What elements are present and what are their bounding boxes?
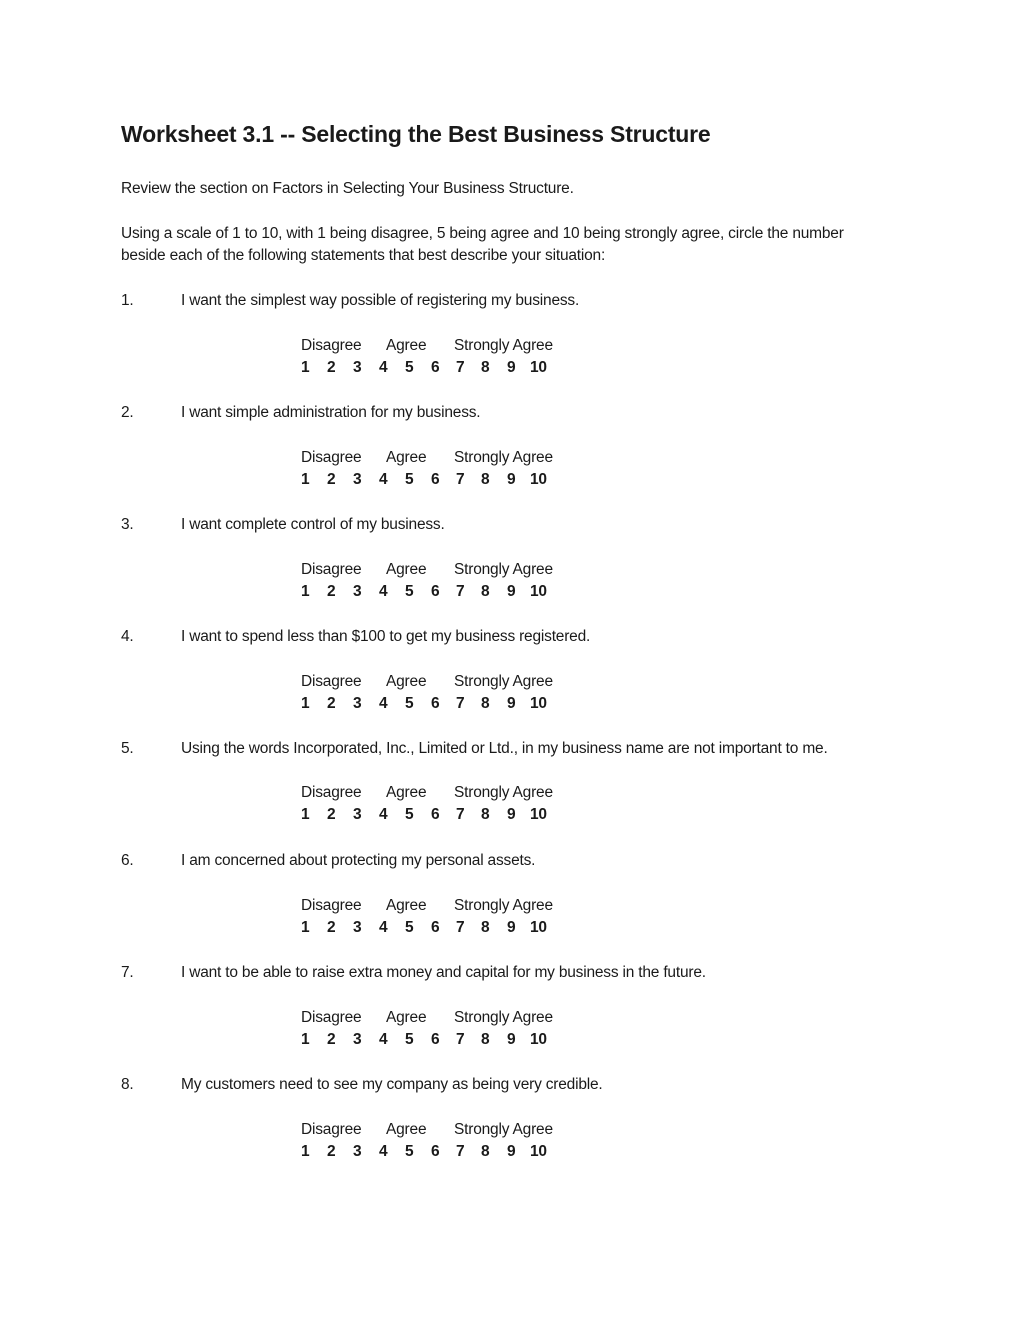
scale-label-agree: Agree [386,897,427,914]
rating-option-3[interactable]: 3 [353,806,362,823]
question-number: 6. [121,852,134,869]
question-text: I want the simplest way possible of registering my business. [181,292,580,309]
scale-label-disagree: Disagree [301,337,362,354]
rating-scale [301,671,601,715]
rating-option-1[interactable]: 1 [301,919,310,936]
rating-option-5[interactable]: 5 [405,919,414,936]
rating-option-1[interactable]: 1 [301,583,310,600]
rating-option-8[interactable]: 8 [481,471,490,488]
rating-scale [301,782,601,826]
scale-label-disagree: Disagree [301,673,362,690]
scale-label-disagree: Disagree [301,784,362,801]
rating-option-7[interactable]: 7 [456,806,465,823]
rating-option-6[interactable]: 6 [431,695,440,712]
rating-option-5[interactable]: 5 [405,806,414,823]
scale-label-agree: Agree [386,449,427,466]
rating-option-4[interactable]: 4 [379,806,388,823]
rating-option-10[interactable]: 10 [530,695,547,712]
rating-option-1[interactable]: 1 [301,806,310,823]
rating-option-7[interactable]: 7 [456,471,465,488]
scale-label-strongly-agree: Strongly Agree [454,784,553,801]
scale-labels [301,335,601,357]
rating-scale [301,335,601,379]
rating-option-7[interactable]: 7 [456,1031,465,1048]
scale-label-agree: Agree [386,561,427,578]
question-item [0,1074,1020,1186]
question-text: I want complete control of my business. [181,516,445,533]
instructions-text: Using a scale of 1 to 10, with 1 being disagree, 5 being agree and 10 being strongly agree, circle the number beside each of the following statements that best describe your situation: [121,225,844,264]
rating-option-8[interactable]: 8 [481,919,490,936]
rating-option-2[interactable]: 2 [327,695,336,712]
rating-option-4[interactable]: 4 [379,471,388,488]
rating-option-5[interactable]: 5 [405,471,414,488]
rating-option-6[interactable]: 6 [431,359,440,376]
scale-label-disagree: Disagree [301,561,362,578]
rating-option-2[interactable]: 2 [327,1031,336,1048]
question-item [0,626,1020,738]
rating-option-9[interactable]: 9 [507,695,516,712]
question-number: 8. [121,1076,134,1093]
rating-option-9[interactable]: 9 [507,583,516,600]
scale-labels [301,559,601,581]
rating-option-10[interactable]: 10 [530,583,547,600]
scale-numbers [301,357,601,379]
rating-option-3[interactable]: 3 [353,919,362,936]
rating-scale [301,447,601,491]
question-number: 3. [121,516,134,533]
rating-option-9[interactable]: 9 [507,1143,516,1160]
rating-option-4[interactable]: 4 [379,1031,388,1048]
question-item [0,962,1020,1074]
rating-option-4[interactable]: 4 [379,1143,388,1160]
scale-label-disagree: Disagree [301,449,362,466]
scale-label-strongly-agree: Strongly Agree [454,1009,553,1026]
rating-option-7[interactable]: 7 [456,359,465,376]
question-text: I want to be able to raise extra money and capital for my business in the future. [181,964,706,981]
rating-option-5[interactable]: 5 [405,1143,414,1160]
question-text: Using the words Incorporated, Inc., Limited or Ltd., in my business name are not important to me. [181,740,828,757]
rating-option-1[interactable]: 1 [301,1143,310,1160]
rating-option-9[interactable]: 9 [507,919,516,936]
rating-option-1[interactable]: 1 [301,1031,310,1048]
scale-labels [301,1119,601,1141]
rating-option-2[interactable]: 2 [327,919,336,936]
question-number: 7. [121,964,134,981]
rating-option-2[interactable]: 2 [327,359,336,376]
scale-label-agree: Agree [386,1009,427,1026]
rating-scale [301,895,601,939]
rating-option-10[interactable]: 10 [530,919,547,936]
rating-scale [301,559,601,603]
rating-option-9[interactable]: 9 [507,1031,516,1048]
scale-numbers [301,693,601,715]
rating-option-6[interactable]: 6 [431,1031,440,1048]
rating-option-2[interactable]: 2 [327,806,336,823]
rating-option-7[interactable]: 7 [456,583,465,600]
rating-option-4[interactable]: 4 [379,583,388,600]
rating-option-10[interactable]: 10 [530,359,547,376]
scale-label-disagree: Disagree [301,1121,362,1138]
rating-option-5[interactable]: 5 [405,359,414,376]
rating-option-10[interactable]: 10 [530,1031,547,1048]
rating-option-1[interactable]: 1 [301,359,310,376]
question-number: 1. [121,292,134,309]
rating-option-6[interactable]: 6 [431,1143,440,1160]
rating-option-8[interactable]: 8 [481,583,490,600]
rating-option-3[interactable]: 3 [353,1031,362,1048]
rating-option-1[interactable]: 1 [301,471,310,488]
rating-option-9[interactable]: 9 [507,806,516,823]
rating-option-4[interactable]: 4 [379,919,388,936]
scale-label-agree: Agree [386,1121,427,1138]
rating-option-7[interactable]: 7 [456,695,465,712]
rating-option-3[interactable]: 3 [353,695,362,712]
rating-option-3[interactable]: 3 [353,1143,362,1160]
scale-numbers [301,804,601,826]
rating-option-6[interactable]: 6 [431,471,440,488]
question-text: My customers need to see my company as being very credible. [181,1076,603,1093]
rating-option-2[interactable]: 2 [327,471,336,488]
scale-labels [301,671,601,693]
rating-option-9[interactable]: 9 [507,471,516,488]
scale-numbers [301,1029,601,1051]
scale-label-strongly-agree: Strongly Agree [454,449,553,466]
rating-option-7[interactable]: 7 [456,919,465,936]
scale-numbers [301,917,601,939]
scale-label-strongly-agree: Strongly Agree [454,561,553,578]
question-item [0,850,1020,962]
question-number: 5. [121,740,134,757]
scale-label-strongly-agree: Strongly Agree [454,673,553,690]
rating-option-10[interactable]: 10 [530,1143,547,1160]
rating-option-7[interactable]: 7 [456,1143,465,1160]
rating-option-10[interactable]: 10 [530,471,547,488]
question-item [0,514,1020,626]
rating-option-6[interactable]: 6 [431,583,440,600]
question-item [0,402,1020,514]
rating-option-3[interactable]: 3 [353,471,362,488]
rating-option-1[interactable]: 1 [301,695,310,712]
rating-option-5[interactable]: 5 [405,695,414,712]
scale-numbers [301,1141,601,1163]
scale-label-disagree: Disagree [301,1009,362,1026]
scale-label-disagree: Disagree [301,897,362,914]
rating-option-4[interactable]: 4 [379,695,388,712]
rating-option-9[interactable]: 9 [507,359,516,376]
rating-scale [301,1119,601,1163]
question-number: 2. [121,404,134,421]
rating-option-8[interactable]: 8 [481,359,490,376]
question-text: I want simple administration for my business. [181,404,481,421]
rating-option-3[interactable]: 3 [353,359,362,376]
scale-label-strongly-agree: Strongly Agree [454,897,553,914]
scale-labels [301,895,601,917]
rating-option-8[interactable]: 8 [481,806,490,823]
rating-option-6[interactable]: 6 [431,919,440,936]
rating-option-3[interactable]: 3 [353,583,362,600]
scale-labels [301,782,601,804]
question-item [0,290,1020,402]
rating-option-2[interactable]: 2 [327,1143,336,1160]
rating-option-8[interactable]: 8 [481,695,490,712]
scale-label-agree: Agree [386,673,427,690]
rating-option-5[interactable]: 5 [405,583,414,600]
scale-label-agree: Agree [386,784,427,801]
rating-option-2[interactable]: 2 [327,583,336,600]
question-text: I want to spend less than $100 to get my business registered. [181,628,591,645]
question-number: 4. [121,628,134,645]
rating-option-4[interactable]: 4 [379,359,388,376]
scale-label-agree: Agree [386,337,427,354]
scale-label-strongly-agree: Strongly Agree [454,337,553,354]
rating-option-5[interactable]: 5 [405,1031,414,1048]
intro-text: Review the section on Factors in Selecting Your Business Structure. [121,180,574,197]
scale-numbers [301,581,601,603]
scale-label-strongly-agree: Strongly Agree [454,1121,553,1138]
rating-option-8[interactable]: 8 [481,1031,490,1048]
rating-scale [301,1007,601,1051]
rating-option-6[interactable]: 6 [431,806,440,823]
question-text: I am concerned about protecting my personal assets. [181,852,536,869]
rating-option-10[interactable]: 10 [530,806,547,823]
scale-labels [301,1007,601,1029]
rating-option-8[interactable]: 8 [481,1143,490,1160]
scale-labels [301,447,601,469]
question-item [0,738,1020,850]
page-title: Worksheet 3.1 -- Selecting the Best Business Structure [121,121,711,147]
scale-numbers [301,469,601,491]
